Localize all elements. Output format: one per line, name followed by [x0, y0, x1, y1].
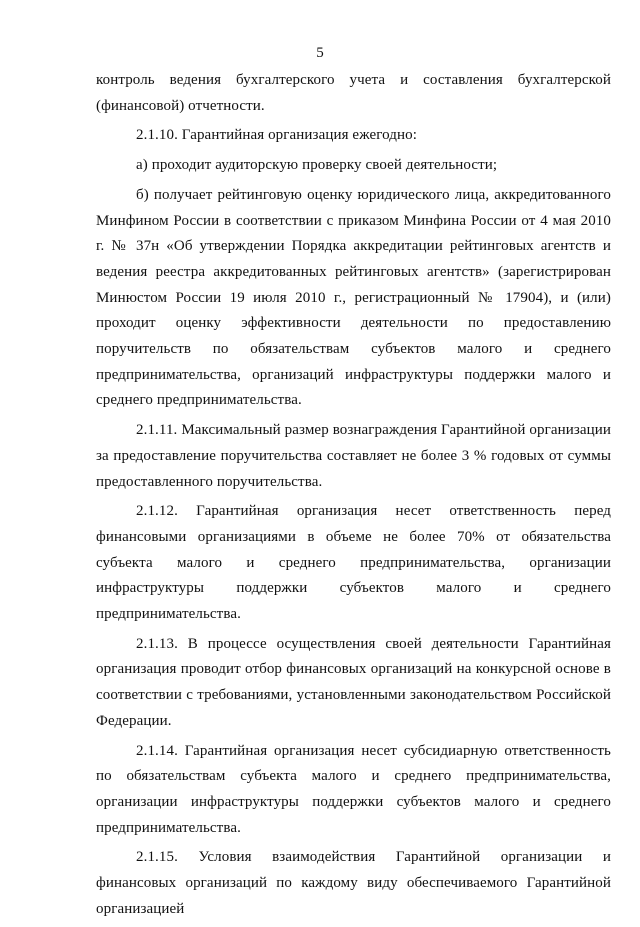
paragraph-2-1-12: 2.1.12. Гарантийная организация несет ответственность перед финансовыми организациями в объеме не более 70% от обязательства субъекта малого и среднего предпринимательства, организации инфраструктуры поддержки субъектов малого и среднего предпринимательства.	[96, 503, 611, 623]
paragraph-2-1-14: 2.1.14. Гарантийная организация несет субсидиарную ответственность по обязательствам субъекта малого и среднего предпринимательства, организации инфраструктуры поддержки субъектов малого и среднего предпринимательства.	[96, 742, 611, 836]
paragraph-2-1-11: 2.1.11. Максимальный размер вознаграждения Гарантийной организации за предоставление поручительства составляет не более 3 % годовых от суммы предоставленного поручительства.	[96, 422, 611, 490]
paragraph-item-a: а) проходит аудиторскую проверку своей деятельности;	[136, 157, 498, 174]
paragraph-item-b: б) получает рейтинговую оценку юридического лица, аккредитованного Минфином России в соответствии с приказом Минфина России от 4 мая 2010 г. № 37н «Об утверждении Порядка аккредитации рейтинговых агентств и ведения реестра аккредитованных рейтинговых агентств» (зарегистрирован Минюстом России 19 июля 2010 г., регистрационный № 17904), и (или) проходит оценку эффективности деятельности по предоставлению поручительств по обязательствам субъектов малого и среднего предпринимательства, организаций инфраструктуры поддержки малого и среднего предпринимательства.	[96, 186, 611, 409]
paragraph-2-1-13: 2.1.13. В процессе осуществления своей деятельности Гарантийная организация проводит отбор финансовых организаций на конкурсной основе в соответствии с требованиями, установленными законодательством Российской Федерации.	[96, 635, 611, 729]
paragraph-continuation: контроль ведения бухгалтерского учета и составления бухгалтерской (финансовой) отчетности.	[96, 72, 611, 114]
page-number: 5	[316, 45, 324, 61]
document-body	[96, 68, 611, 927]
paragraph-2-1-15: 2.1.15. Условия взаимодействия Гарантийной организации и финансовых организаций по каждому виду обеспечиваемого Гарантийной организацией	[96, 849, 611, 917]
paragraph-2-1-10: 2.1.10. Гарантийная организация ежегодно:	[136, 127, 417, 144]
